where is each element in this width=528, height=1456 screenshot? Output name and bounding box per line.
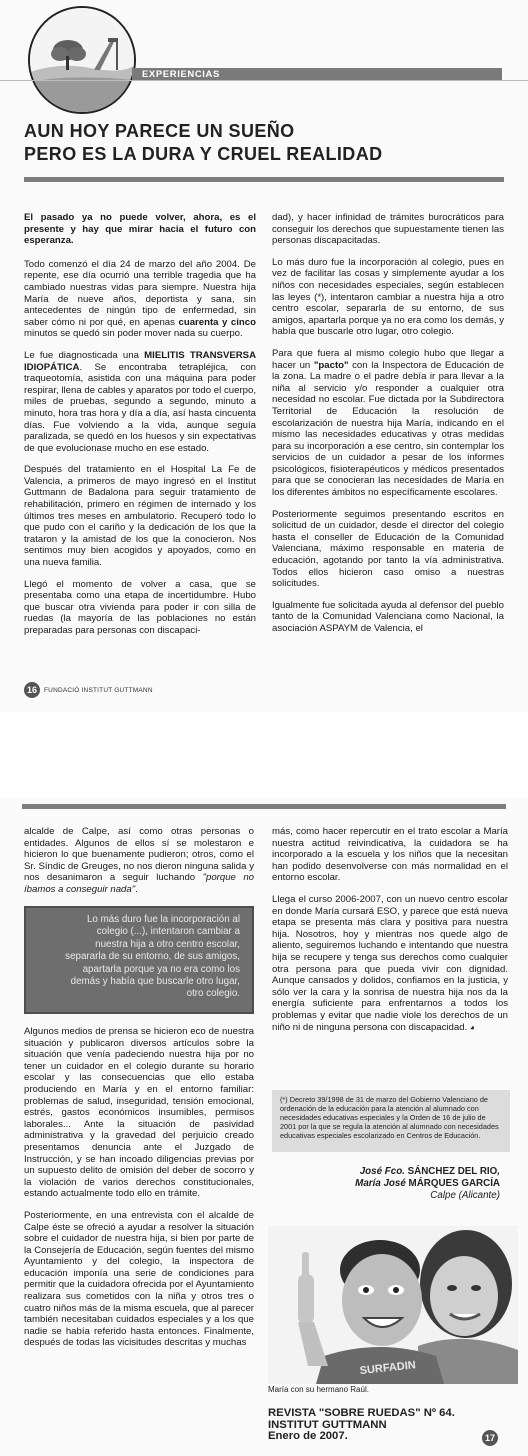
author-2 xyxy=(270,1178,500,1190)
paragraph xyxy=(272,348,504,499)
magazine-page-16 xyxy=(0,0,528,712)
text-run: . Se encontraba tetrapléjica, con traqueotomía, asistida con una máquina para poder respirar, llena de cables y aparatos por todo el cuerpo, miles de pruebas, segundo a segundo, minuto a minuto, hora tras hora y día a día, así hasta cincuenta días. Fue volviendo a la vida, aunque seguía paralizada, se quedó en los huesos y sin expectativas de que evolucionase mucho en ese estado. xyxy=(24,361,256,454)
photo-caption: María con su hermano Raúl. xyxy=(268,1385,369,1394)
pull-quote-line: nuestra hija a otro centro escolar, xyxy=(95,938,240,950)
paragraph xyxy=(24,350,256,454)
page2-left-column-top xyxy=(24,826,254,906)
pull-quote-line: colegio (...), intentaron cambiar a xyxy=(96,926,240,938)
emphasis: MIELITIS TRANSVERSA IDIOPÁTICA xyxy=(24,349,256,373)
paragraph: Igualmente fue solicitada ayuda al defensor del pueblo tanto de la Comunidad Valenciana como Nacional, la asociación ASPAYM de Valencia, el xyxy=(272,599,505,634)
page-number: 16 xyxy=(24,682,40,698)
emphasis: "pacto" xyxy=(313,359,349,371)
pull-quote-line: demás y había que buscarle otro lugar, xyxy=(70,976,240,988)
paragraph: Posteriormente seguimos presentando escritos en solicitud de un cuidador, desde el director del colegio hasta el conseller de Educación de la Comunidad Valenciana, máximo responsable en materia de educación, agotando por tanto la vía administrativa. Todos ellos hicieron caso omiso a nuestras solicitudes. xyxy=(272,508,504,590)
text-run: Para que fuera al mismo colegio hubo que llegar a hacer un xyxy=(272,347,504,371)
magazine-end-mark-icon: ◕ xyxy=(469,1022,475,1032)
text-run: Llega el curso 2006-2007, con un nuevo centro escolar en donde María cursará ESO, y parece que está nueva etapa se presenta más clara y positiva para nuestra hija. Nosotros, hoy y mientras nos quede algo de aliento, seguiremos luchando e intentando que nuestra hija se recupere y tenga sus derechos como cualquier otra persona para que pueda vivir con dignidad. Aunque cansados y dolidos, confiamos en la justicia, y sólo ver la cara y la sonrisa de nuestra hija nos da la energía suficiente para enfrentarnos a todos los problemas y evitar que nadie viole los derechos de un niño ni de ninguna persona con discapacidad. xyxy=(272,893,508,1033)
text-run: Le fue diagnosticada una xyxy=(24,349,145,361)
page1-left-column xyxy=(24,212,256,647)
text-run: . xyxy=(135,883,138,895)
paragraph: Posteriormente, en una entrevista con el alcalde de Calpe éste se ofreció a ayudar a resolver la situación sobre el cuidador de nuestra hija, si bien por parte de la Consejería de Educación, según fuentes del mismo Ayuntamiento y del colegio, la inspectora de educación imponía una serie de condiciones para permitir que la cuidadora ofrecida por el Ayuntamiento realizara sus cometidos con la niña y otros tres o cuatro niños más de la misma escuela, que al parecer también necesitaban cuidados especiales y a los que nadie se había referido hasta entonces. Finalmente, después de todas las vicisitudes descritas y muchas xyxy=(24,1209,254,1349)
headline-line-2: PERO ES LA DURA Y CRUEL REALIDAD xyxy=(24,144,383,164)
author-location: Calpe (Alicante) xyxy=(430,1190,500,1201)
page-top-divider xyxy=(22,804,506,809)
paragraph xyxy=(272,894,508,1033)
headline-divider xyxy=(24,177,504,182)
pull-quote-line: Lo más duro fue la incorporación al xyxy=(86,914,240,925)
credits-line-1: REVISTA "SOBRE RUEDAS" Nº 64. xyxy=(268,1407,455,1419)
page2-right-column xyxy=(272,826,508,1043)
author-1 xyxy=(270,1166,500,1178)
paragraph: Algunos medios de prensa se hicieron eco de nuestra situación y publicaron diversos artículos sobre la situación que venía padeciendo nuestra hija por no tener un cuidador en el colegio durante su horario escolar y las consecuencias que ello estaba produciendo en María y en el entorno familiar: problemas de salud, inseguridad, tensión emocional, estrés, gastos económicos insumibles, permisos laborales... Ante la situación de pasividad administrativa y la gravedad del perjuicio creado presentamos denuncia ante el Juzgado de Instrucción, y se han incoado diligencias previas por un supuesto delito de omisión del deber de socorro y la violación de varios derechos constitucionales, estando actualmente todo ello en trámite. xyxy=(24,1026,254,1200)
text-run: Todo comenzó el día 24 de marzo del año 2004. De repente, ese día ocurrió una terrible tragedia que ha cambiado nuestras vidas para siempre. Nuestra hija María de nueve años, deportista y sana, sin antecedentes de ningún tipo de enfermedad, sin saber cómo ni por qué, en apenas xyxy=(24,258,256,328)
page2-left-column-bottom xyxy=(24,1026,254,1359)
page1-right-column xyxy=(272,212,504,645)
text-run: alcalde de Calpe, así como otras personas o entidades. Algunos de ellos sí se molestaron e hicieron lo que buenamente pudieron; otros, como el Sr. Síndic de Greuges, no nos dieron ninguna salida y nos desanimaron a seguir luchando xyxy=(24,826,254,884)
paragraph: Después del tratamiento en el Hospital La Fe de Valencia, a primeros de mayo ingresó en el Institut Guttmann de Badalona para seguir tratamiento de rehabilitación, primero en régimen de internado y los últimos tres meses en ambulatorio. Recuperó todo lo que pudo con el cariño y la dedicación de los que la trataron y la amistad de los que la conocieron. Nos sentimos muy bien acogidos y apoyados, como en una nueva familia. xyxy=(24,464,256,569)
pull-quote-line: apartarla porque ya no era como los xyxy=(82,963,240,975)
paragraph: más, como hacer repercutir en el trato escolar a María nuestra actitud reivindicativa, la cuidadora se ha incorporado a la escuela y los niños que la necesitan han podido desenvolverse con más normalidad en el entorno escolar. xyxy=(272,826,508,884)
paragraph xyxy=(24,826,254,896)
children-photo xyxy=(268,1226,518,1384)
text-run: con la Inspectora de Educación de la zona. La madre o el padre debía ir para llevar a la niña al servicio y/o responder a cualquier otra necesidad no escolar. Fue dictada por la Subdirectora Territorial de Educación la resolución de escolarización de nuestra hija María, indicando en el mismo las necesidades educativas y otras medidas para su incorporación a ese centro, sin contemplar los servicios de un cuidador a pesar de los informes psicológicos, fisioterapéuticos y médicos presentados para que se conocieran las necesidades de María en los diferentes ámbitos no específicamente escolares. xyxy=(272,359,504,499)
shirt-print: SURFADIN xyxy=(359,1359,417,1378)
pull-quote-line: otro colegio. xyxy=(186,988,240,1000)
surname: MÁRQUES GARCÍA xyxy=(408,1178,500,1189)
paragraph xyxy=(24,259,256,340)
article-headline xyxy=(24,120,504,166)
paragraph: dad), y hacer infinidad de trámites burocráticos para conseguir los derechos que supuestamente tienen las personas discapacitadas. xyxy=(272,212,504,247)
publication-credits xyxy=(268,1408,468,1443)
section-label: EXPERIENCIAS xyxy=(142,69,220,80)
paragraph: Llegó el momento de volver a casa, que se presentaba como una etapa de incertidumbre. Hubo que buscar otra vivienda para poder ir con silla de ruedas (la mayoría de las poblaciones no están preparadas para personas con discapaci- xyxy=(24,578,256,636)
children-portrait-image xyxy=(268,1226,518,1384)
pull-quote-line: separarla de su entorno, de sus amigos, xyxy=(65,951,240,963)
tree-landscape-icon xyxy=(30,8,134,112)
text-run: , xyxy=(497,1166,500,1177)
text-run: José Fco. xyxy=(359,1166,408,1177)
credits-line-2: INSTITUT GUTTMANN xyxy=(268,1418,387,1431)
footnote-box: (*) Decreto 39/1998 de 31 de marzo del Gobierno Valenciano de ordenación de la educación para la atención al alumnado con necesidades educativas especiales y la Orden de 16 de julio de 2001 por la que se regula la atención al alumnado con necesidades educativas especiales escolarizado en Centros de Educación. xyxy=(272,1090,510,1152)
footer-label: FUNDACIÓ INSTITUT GUTTMANN xyxy=(44,687,153,694)
surname: SÁNCHEZ DEL RIO xyxy=(407,1166,498,1177)
emphasis: cuarenta y cinco xyxy=(178,316,256,328)
author-signature xyxy=(270,1166,500,1202)
headline-line-1: AUN HOY PARECE UN SUEÑO xyxy=(24,121,295,141)
paragraph: Lo más duro fue la incorporación al colegio, pues en vez de facilitar las cosas y simplemente ayudar a los niños con necesidades especiales, según establecen las leyes (*), intentaron cambiar a nuestra hija a otro centro escolar, separarla de su entorno, de sus amigos, apartarla porque ya no era como los demás, y había que buscarle otro lugar, otro colegio. xyxy=(272,256,504,338)
page-number: 17 xyxy=(482,1430,498,1446)
text-run: María José xyxy=(355,1178,409,1189)
credits-line-3: Enero de 2007. xyxy=(268,1430,348,1443)
lead-paragraph: El pasado ya no puede volver, ahora, es el presente y hay que mirar hacia el futuro con esperanza. xyxy=(24,212,256,247)
pull-quote xyxy=(24,906,254,1014)
section-logo-illustration xyxy=(28,6,136,114)
section-divider xyxy=(0,80,528,81)
quoted-text: "porque no íbamos a conseguir nada" xyxy=(24,872,254,895)
text-run: minutos se quedó sin poder mover nada su cuerpo. xyxy=(24,328,243,340)
